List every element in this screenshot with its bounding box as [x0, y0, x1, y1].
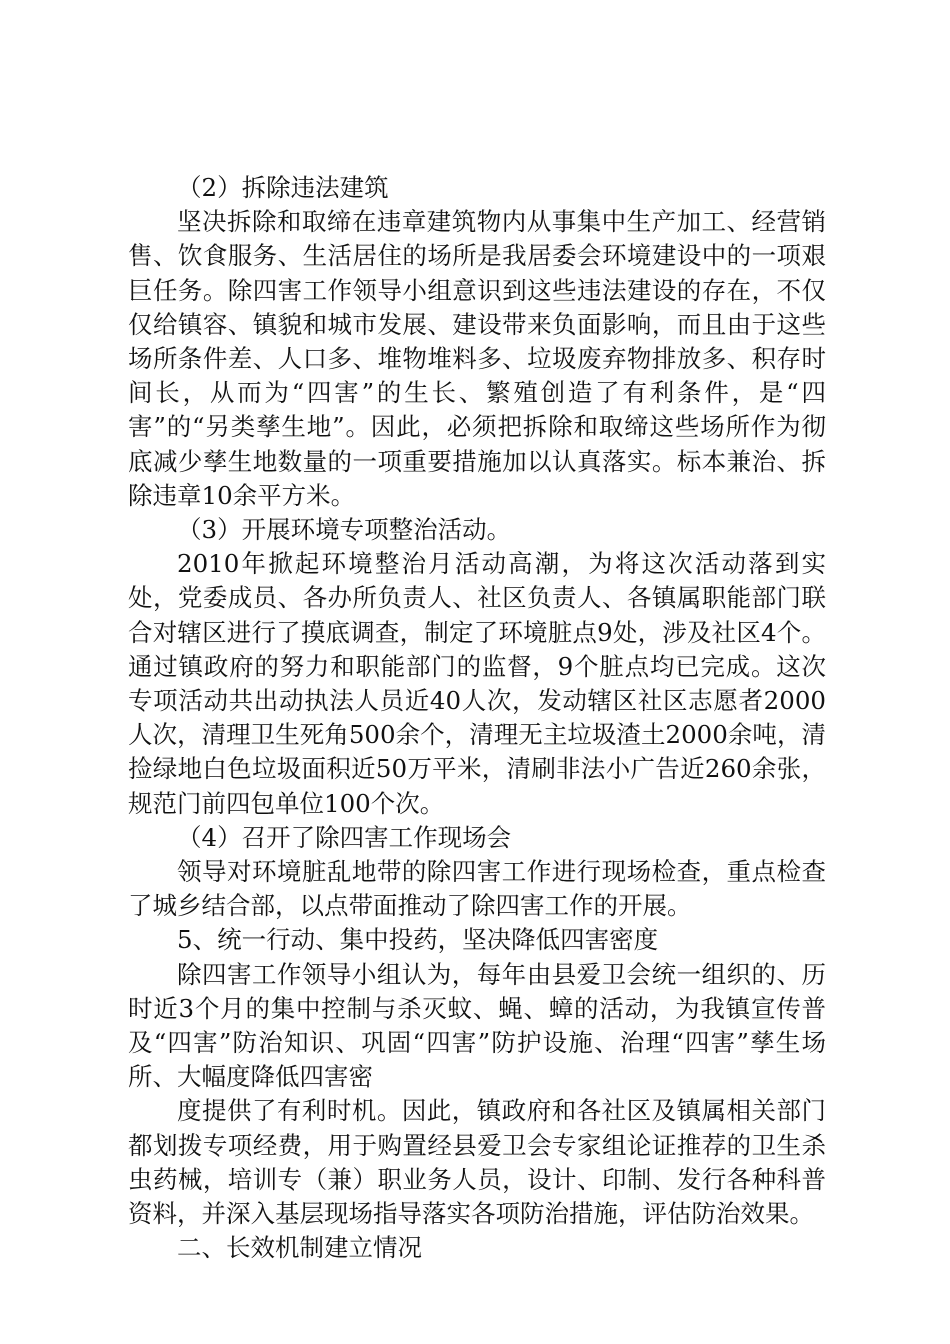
paragraph-unified-action-part1: 除四害工作领导小组认为，每年由县爱卫会统一组织的、历时近3个月的集中控制与杀灭蚊、蝇、蟑的活动，为我镇宣传普及“四害”防治知识、巩固“四害”防护设施、治理“四害”孳生场所、大幅度降低四害密 [128, 959, 826, 1092]
subheading-environment-campaign: （3）开展环境专项整治活动。 [177, 515, 512, 545]
paragraph-demolition-details: 坚决拆除和取缔在违章建筑物内从事集中生产加工、经营销售、饮食服务、生活居住的场所是我居委会环境建设中的一项艰巨任务。除四害工作领导小组意识到这些违法建设的存在，不仅仅给镇容、镇貌和城市发展、建设带来负面影响，而且由于这些场所条件差、人口多、堆物堆料多、垃圾废弃物排放多、积存时间长，从而为“四害”的生长、繁殖创造了有利条件，是“四害”的“另类孳生地”。因此，必须把拆除和取缔这些场所作为彻底减少孳生地数量的一项重要措施加以认真落实。标本兼治、拆除违章10余平方米。 [128, 207, 826, 510]
paragraph-unified-action-part2: 度提供了有利时机。因此，镇政府和各社区及镇属相关部门都划拨专项经费，用于购置经县爱卫会专家组论证推荐的卫生杀虫药械，培训专（兼）职业务人员，设计、印制、发行各种科普资料，并深入基层现场指导落实各项防治措施，评估防治效果。 [128, 1096, 826, 1229]
subheading-demolish-illegal-buildings: （2）拆除违法建筑 [177, 173, 389, 202]
paragraph-site-inspection: 领导对环境脏乱地带的除四害工作进行现场检查，重点检查了城乡结合部，以点带面推动了除四害工作的开展。 [128, 857, 826, 921]
subheading-unified-action: 5、统一行动、集中投药，坚决降低四害密度 [177, 925, 659, 955]
document-body [128, 171, 826, 1266]
section-heading-long-term-mechanism: 二、长效机制建立情况 [177, 1233, 422, 1263]
subheading-site-meeting: （4）召开了除四害工作现场会 [177, 822, 512, 852]
paragraph-campaign-results: 2010年掀起环境整治月活动高潮，为将这次活动落到实处，党委成员、各办所负责人、社区负责人、各镇属职能部门联合对辖区进行了摸底调查，制定了环境脏点9处，涉及社区4个。通过镇政府的努力和职能部门的监督，9个脏点均已完成。这次专项活动共出动执法人员近40人次，发动辖区社区志愿者2000人次，清理卫生死角500余个，清理无主垃圾渣土2000余吨，清捡绿地白色垃圾面积近50万平米，清刷非法小广告近260余张，规范门前四包单位100个次。 [128, 549, 826, 818]
